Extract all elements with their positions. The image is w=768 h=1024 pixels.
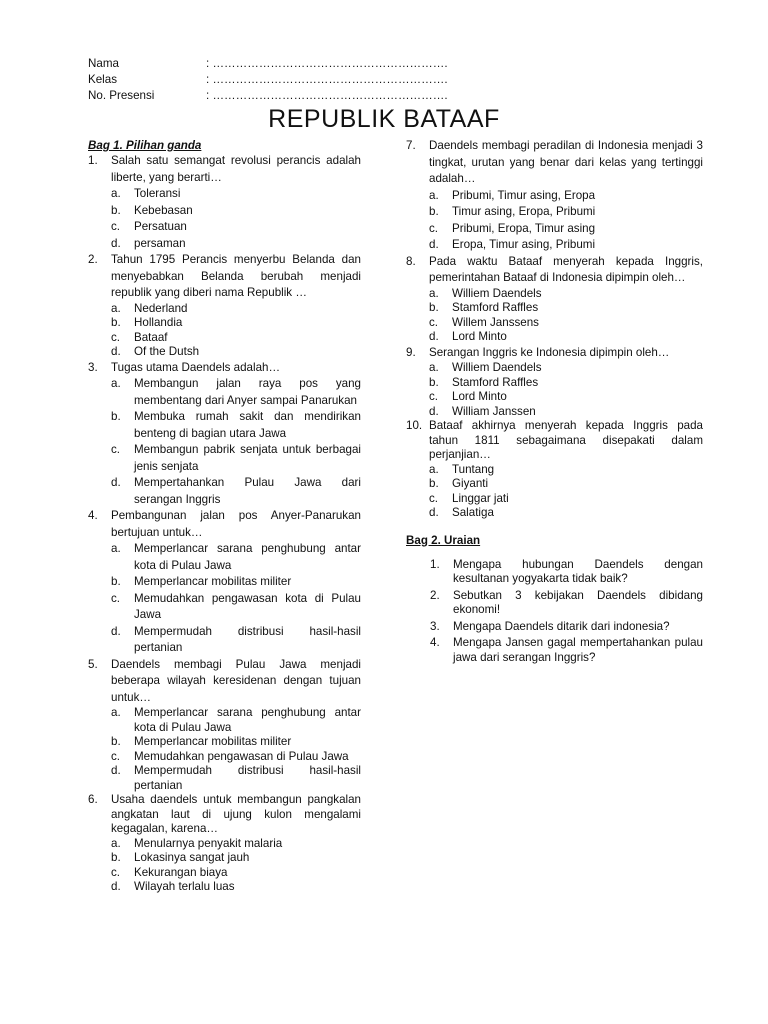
essay-text: Mengapa hubungan Daendels dengan kesultanan yogyakarta tidak baik? xyxy=(453,557,703,585)
option-text: Of the Dutsh xyxy=(134,345,200,358)
class-blank: : ……………………………………………………. xyxy=(206,73,448,86)
option-text: Persatuan xyxy=(134,220,187,233)
option-letter: c. xyxy=(111,330,121,344)
option-text: Memperlancar sarana penghubung antar kota di Pulau Jawa xyxy=(134,706,361,734)
question-text: Daendels membagi peradilan di Indonesia menjadi 3 tingkat, urutan yang benar dari kelas yang tertinggi adalah… xyxy=(429,139,703,185)
essay-question-4 xyxy=(430,636,703,665)
option-text: Pribumi, Timur asing, Eropa xyxy=(452,188,596,202)
page-title: REPUBLIK BATAAF xyxy=(268,105,500,133)
option-letter: a. xyxy=(111,187,121,200)
option-text: Memperlancar sarana penghubung antar kota di Pulau Jawa xyxy=(134,542,361,572)
option-text: Mempermudah distribusi hasil-hasil pertanian xyxy=(134,764,361,792)
option-letter: c. xyxy=(111,443,121,456)
question-number: 4. xyxy=(88,509,98,522)
option-text: Stamford Raffles xyxy=(452,301,539,314)
option-text: Nederland xyxy=(134,301,188,315)
name-blank: : ……………………………………………………. xyxy=(206,57,448,70)
essay-text: Sebutkan 3 kebijakan Daendels dibidang ekonomi! xyxy=(453,588,703,616)
option-text: Membuka rumah sakit dan mendirikan benteng di bagian utara Jawa xyxy=(134,410,361,440)
question-8 xyxy=(406,254,703,345)
question-6 xyxy=(88,793,361,895)
student-info-header xyxy=(88,56,448,104)
question-3 xyxy=(88,360,361,509)
option-letter: b. xyxy=(111,575,121,588)
option-text: Salatiga xyxy=(452,506,494,519)
attendance-label: No. Presensi xyxy=(88,89,155,102)
option-letter: b. xyxy=(111,410,121,423)
question-text: Serangan Inggris ke Indonesia dipimpin oleh… xyxy=(429,345,670,359)
question-text: Salah satu semangat revolusi perancis adalah liberte, yang berarti… xyxy=(111,154,361,184)
section-multiple-choice-heading: Bag 1. Pilihan ganda xyxy=(88,139,202,152)
option-text: Wilayah terlalu luas xyxy=(134,880,235,893)
question-5 xyxy=(88,657,361,794)
option-text: Bataaf xyxy=(134,330,168,344)
option-text: Toleransi xyxy=(134,187,181,200)
option-letter: b. xyxy=(429,375,439,389)
option-text: persaman xyxy=(134,236,186,250)
option-letter: a. xyxy=(111,706,121,719)
option-letter: b. xyxy=(429,477,439,490)
attendance-blank: : ……………………………………………………. xyxy=(206,89,448,102)
option-text: Hollandia xyxy=(134,316,183,329)
essay-question-1 xyxy=(430,558,703,587)
option-letter: c. xyxy=(429,491,439,505)
option-letter: b. xyxy=(111,203,121,217)
option-letter: d. xyxy=(429,238,439,251)
option-letter: a. xyxy=(429,286,439,300)
essay-text: Mengapa Jansen gagal mempertahankan pulau jawa dari serangan Inggris? xyxy=(453,636,703,664)
option-letter: d. xyxy=(429,506,439,519)
option-letter: a. xyxy=(111,836,121,850)
question-number: 10. xyxy=(406,419,423,432)
option-text: Mempermudah distribusi hasil-hasil pertanian xyxy=(134,624,361,654)
essay-question-3 xyxy=(430,620,703,635)
question-number: 2. xyxy=(88,253,98,266)
option-text: Stamford Raffles xyxy=(452,375,539,389)
option-text: Mempertahankan Pulau Jawa dari serangan Inggris xyxy=(134,476,361,506)
option-letter: d. xyxy=(111,476,121,489)
essay-text: Mengapa Daendels ditarik dari indonesia? xyxy=(453,619,670,633)
question-text: Tahun 1795 Perancis menyerbu Belanda dan menyebabkan Belanda berubah menjadi republik yang diberi nama Republik … xyxy=(111,253,361,299)
option-letter: d. xyxy=(111,345,121,358)
option-text: William Janssen xyxy=(452,404,536,418)
option-letter: d. xyxy=(429,330,439,343)
option-letter: a. xyxy=(429,361,439,374)
option-text: Tuntang xyxy=(452,462,495,476)
option-text: Linggar jati xyxy=(452,491,509,505)
option-text: Membangun jalan raya pos yang membentang dari Anyer sampai Panarukan xyxy=(134,377,361,407)
question-number: 7. xyxy=(406,139,416,152)
name-label: Nama xyxy=(88,57,119,70)
option-text: Membangun pabrik senjata untuk berbagai jenis senjata xyxy=(134,443,361,473)
question-number: 9. xyxy=(406,345,416,359)
option-text: Williem Daendels xyxy=(452,286,542,300)
option-letter: b. xyxy=(111,851,121,864)
class-field-row xyxy=(88,72,448,88)
option-text: Eropa, Timur asing, Pribumi xyxy=(452,238,596,251)
option-text: Lokasinya sangat jauh xyxy=(134,851,250,864)
essay-question-2 xyxy=(430,589,703,618)
option-text: Timur asing, Eropa, Pribumi xyxy=(452,205,596,218)
option-letter: a. xyxy=(429,462,439,476)
option-letter: c. xyxy=(429,221,439,235)
option-text: Lord Minto xyxy=(452,390,507,403)
option-text: Memperlancar mobilitas militer xyxy=(134,735,292,748)
question-number: 3. xyxy=(88,360,98,374)
option-letter: b. xyxy=(111,735,121,748)
option-text: Pribumi, Eropa, Timur asing xyxy=(452,221,596,235)
option-letter: a. xyxy=(111,542,121,555)
essay-number: 4. xyxy=(430,636,440,649)
question-number: 6. xyxy=(88,793,98,806)
option-text: Giyanti xyxy=(452,477,489,490)
option-letter: d. xyxy=(429,404,439,418)
question-7 xyxy=(406,138,703,254)
option-text: Willem Janssens xyxy=(452,315,539,329)
option-text: Menularnya penyakit malaria xyxy=(134,836,283,850)
option-letter: c. xyxy=(111,220,121,233)
option-letter: b. xyxy=(111,316,121,329)
question-2 xyxy=(88,252,361,360)
option-text: Kebebasan xyxy=(134,203,193,217)
attendance-field-row xyxy=(88,88,448,104)
option-letter: d. xyxy=(111,624,121,638)
option-letter: b. xyxy=(429,205,439,218)
essay-number: 3. xyxy=(430,619,440,633)
question-9 xyxy=(406,345,703,420)
name-field-row xyxy=(88,56,448,72)
question-text: Tugas utama Daendels adalah… xyxy=(111,360,281,374)
option-letter: d. xyxy=(111,236,121,250)
essay-number: 1. xyxy=(430,557,440,571)
option-text: Memudahkan pengawasan kota di Pulau Jawa xyxy=(134,591,361,621)
question-text: Pembangunan jalan pos Anyer-Panarukan bertujuan untuk… xyxy=(111,509,361,539)
option-letter: d. xyxy=(111,764,121,777)
section-essay-heading: Bag 2. Uraian xyxy=(406,533,481,547)
option-letter: b. xyxy=(429,301,439,314)
option-letter: c. xyxy=(429,315,439,329)
question-text: Usaha daendels untuk membangun pangkalan angkatan laut di ujung kulon mengalami kegagalan, karena… xyxy=(111,793,361,835)
question-number: 8. xyxy=(406,254,416,268)
option-text: Memperlancar mobilitas militer xyxy=(134,575,292,588)
option-letter: c. xyxy=(429,390,439,403)
left-column xyxy=(88,138,361,895)
option-text: Lord Minto xyxy=(452,330,507,343)
question-number: 5. xyxy=(88,657,98,671)
option-text: Williem Daendels xyxy=(452,361,542,374)
question-text: Daendels membagi Pulau Jawa menjadi beberapa wilayah keresidenan dengan tujuan untuk… xyxy=(111,657,361,704)
option-letter: c. xyxy=(111,749,121,763)
option-letter: a. xyxy=(111,301,121,315)
option-text: Kekurangan biaya xyxy=(134,865,228,879)
question-10 xyxy=(406,419,703,521)
essay-number: 2. xyxy=(430,588,440,602)
option-letter: a. xyxy=(429,188,439,202)
question-4 xyxy=(88,508,361,657)
question-text: Bataaf akhirnya menyerah kepada Inggris pada tahun 1811 sebagaimana disepakati dalam perjanjian… xyxy=(429,419,703,461)
option-text: Memudahkan pengawasan di Pulau Jawa xyxy=(134,749,349,763)
question-1 xyxy=(88,153,361,252)
option-letter: a. xyxy=(111,377,121,390)
option-letter: c. xyxy=(111,591,121,605)
class-label: Kelas xyxy=(88,73,118,86)
option-letter: d. xyxy=(111,880,121,893)
option-letter: c. xyxy=(111,865,121,879)
question-number: 1. xyxy=(88,154,98,167)
right-column xyxy=(406,138,703,667)
question-text: Pada waktu Bataaf menyerah kepada Inggris, pemerintahan Bataaf di Indonesia dipimpin oleh… xyxy=(429,254,703,284)
